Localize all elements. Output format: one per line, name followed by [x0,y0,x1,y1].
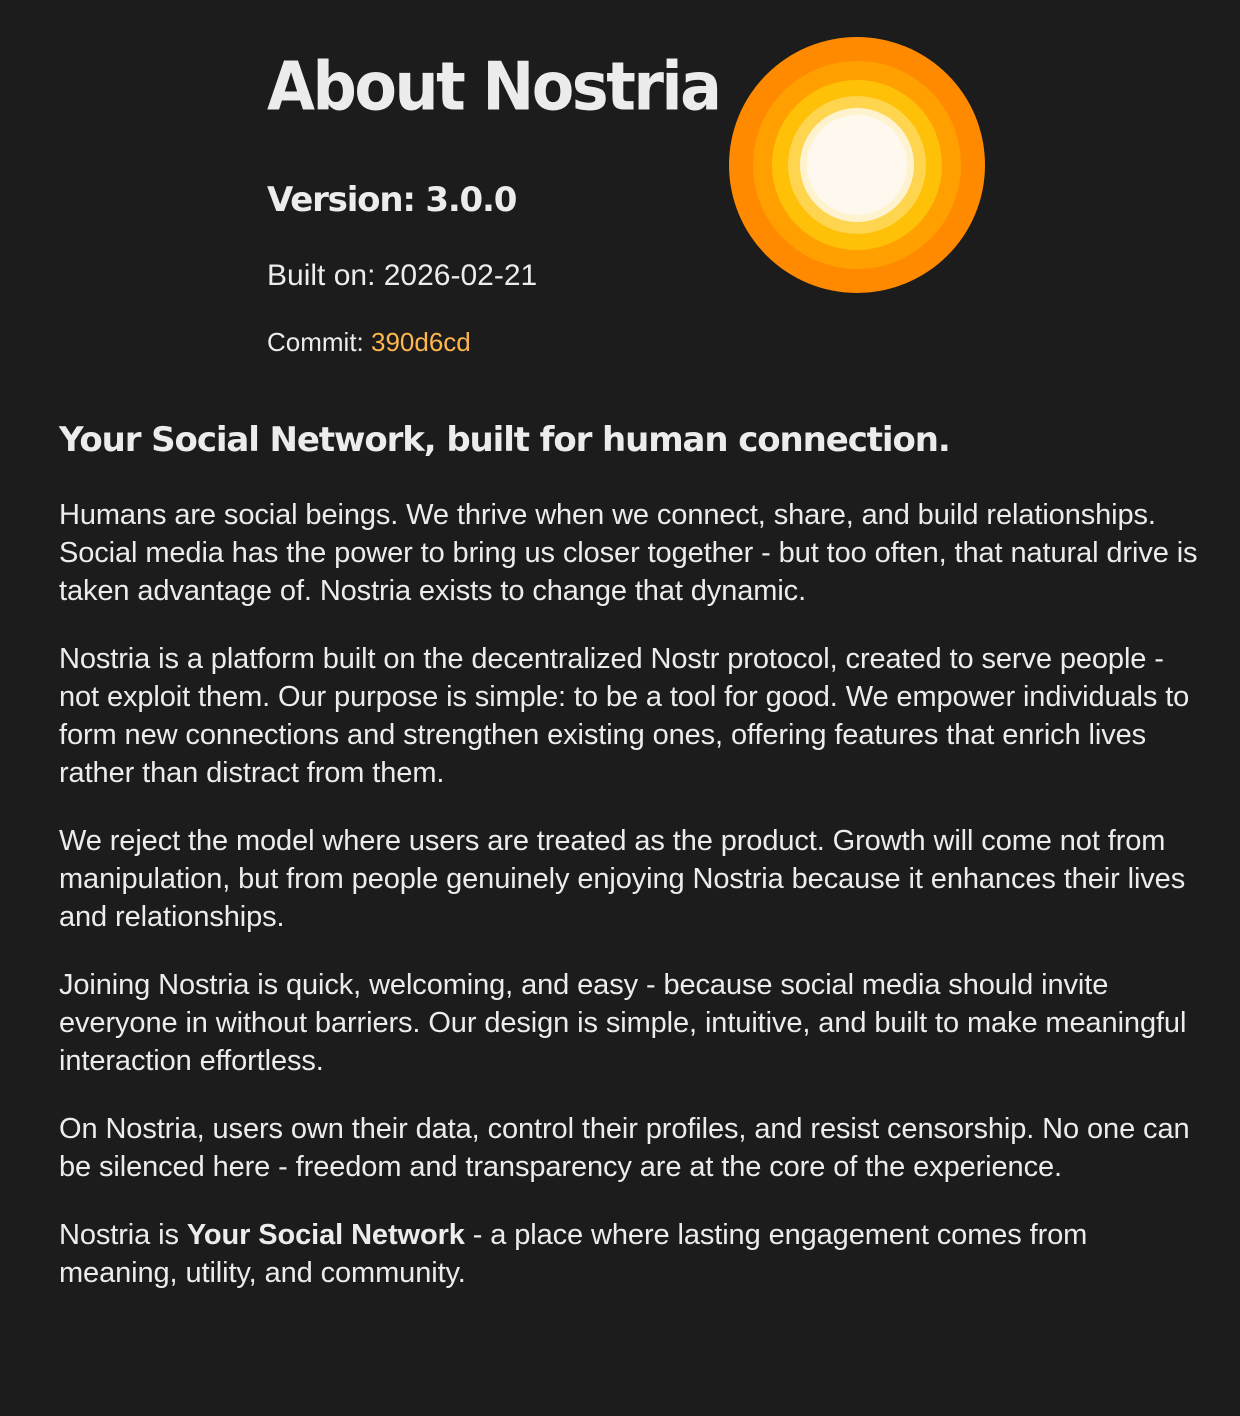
about-content [59,418,1199,1322]
sun-logo-icon [728,36,986,294]
about-header [267,40,987,380]
closing-paragraph [59,1216,1199,1292]
paragraph: We reject the model where users are treated as the product. Growth will come not from manipulation, but from people genuinely enjoying Nostria because it enhances their lives and relationships. [59,825,1186,933]
version-label: Version: 3.0.0 [267,180,517,220]
build-date-label: Built on: 2026-02-21 [267,259,538,292]
paragraph: Joining Nostria is quick, welcoming, and easy - because social media should invite everyone in without barriers. Our design is simple, intuitive, and built to make meaningful interaction effortless. [59,969,1187,1077]
paragraph: Nostria is a platform built on the decentralized Nostr protocol, created to serve people - not exploit them. Our purpose is simple: to be a tool for good. We empower individuals to form new connections and strengthen existing ones, offering features that enrich lives rather than distract from them. [59,643,1190,789]
commit-row [267,325,471,359]
closing-prefix: Nostria is [59,1219,187,1251]
paragraph: On Nostria, users own their data, control their profiles, and resist censorship. No one can be silenced here - freedom and transparency are at the core of the experience. [59,1113,1190,1183]
page-title: About Nostria [267,46,720,126]
closing-bold: Your Social Network [186,1219,465,1251]
tagline-heading: Your Social Network, built for human connection. [59,420,950,460]
closing-suffix: - a place where lasting engagement comes from meaning, utility, and community. [59,1219,1088,1289]
paragraph: Humans are social beings. We thrive when we connect, share, and build relationships. Social media has the power to bring us closer together - but too often, that natural drive is taken advantage of. Nostria exists to change that dynamic. [59,499,1198,607]
commit-link[interactable]: 390d6cd [371,327,471,357]
commit-label: Commit: [267,327,371,357]
